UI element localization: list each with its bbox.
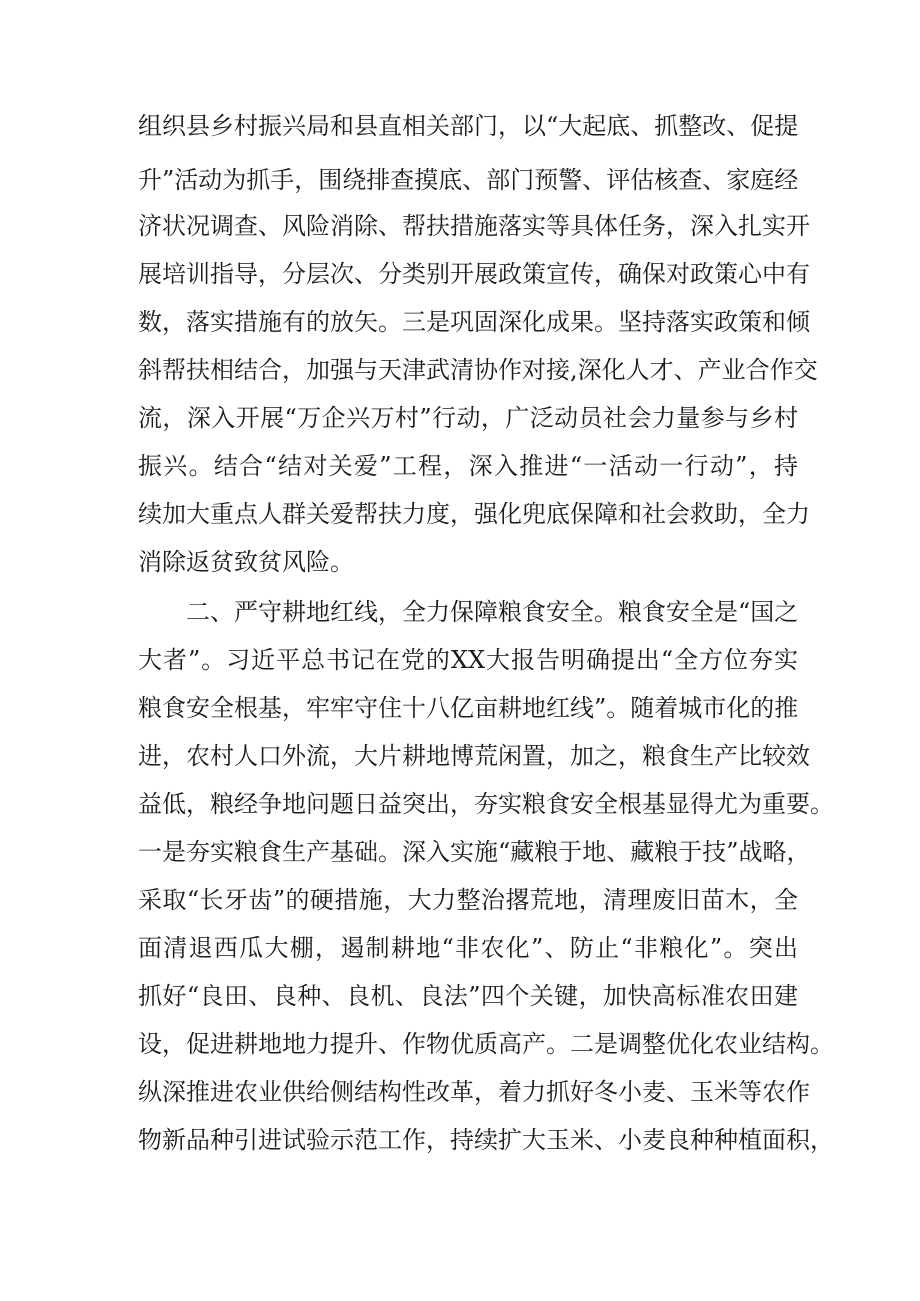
text-line: 粮食安全根基，牢牢守住十八亿亩耕地红线”。随着城市化的推 xyxy=(138,694,799,722)
text-line: 消除返贫致贫风险。 xyxy=(138,548,354,576)
text-line: 设，促进耕地地力提升、作物优质高产。二是调整优化农业结构。 xyxy=(138,1030,834,1058)
paragraph-heading-line: 二、严守耕地红线，全力保障粮食安全。粮食安全是“国之 xyxy=(186,598,799,626)
text-line: 采取“长牙齿”的硬措施，大力整治撂荒地，清理废旧苗木，全 xyxy=(138,886,798,914)
text-line: 展培训指导，分层次、分类别开展政策宣传，确保对政策心中有 xyxy=(138,260,810,288)
text-line: 纵深推进农业供给侧结构性改革，着力抓好冬小麦、玉米等农作 xyxy=(138,1078,810,1106)
text-line: 升”活动为抓手，围绕排查摸底、部门预警、评估核查、家庭经 xyxy=(138,166,799,194)
text-line: 一是夯实粮食生产基础。深入实施“藏粮于地、藏粮于技”战略， xyxy=(138,838,811,866)
text-line: 大者”。习近平总书记在党的XX大报告明确提出“全方位夯实 xyxy=(138,646,798,674)
text-line: 数，落实措施有的放矢。三是巩固深化成果。坚持落实政策和倾 xyxy=(138,308,810,336)
text-line: 抓好“良田、良种、良机、良法”四个关键，加快高标准农田建 xyxy=(138,982,798,1010)
text-line: 济状况调查、风险消除、帮扶措施落实等具体任务，深入扎实开 xyxy=(138,212,810,240)
text-line: 续加大重点人群关爱帮扶力度，强化兜底保障和社会救助，全力 xyxy=(138,500,810,528)
text-line: 振兴。结合“结对关爱”工程，深入推进“一活动一行动”，持 xyxy=(138,452,798,480)
text-line: 流，深入开展“万企兴万村”行动，广泛动员社会力量参与乡村 xyxy=(138,404,798,432)
text-line: 面清退西瓜大棚，遏制耕地“非农化”、防止“非粮化”。突出 xyxy=(138,934,798,962)
text-line: 组织县乡村振兴局和县直相关部门，以“大起底、抓整改、促提 xyxy=(138,112,799,140)
text-line: 斜帮扶相结合，加强与天津武清协作对接,深化人才、产业合作交 xyxy=(138,356,818,384)
text-line: 物新品种引进试验示范工作，持续扩大玉米、小麦良种种植面积， xyxy=(138,1126,834,1154)
text-line: 进，农村人口外流，大片耕地博荒闲置，加之，粮食生产比较效 xyxy=(138,742,810,770)
text-line: 益低，粮经争地问题日益突出，夯实粮食安全根基显得尤为重要。 xyxy=(138,790,834,818)
